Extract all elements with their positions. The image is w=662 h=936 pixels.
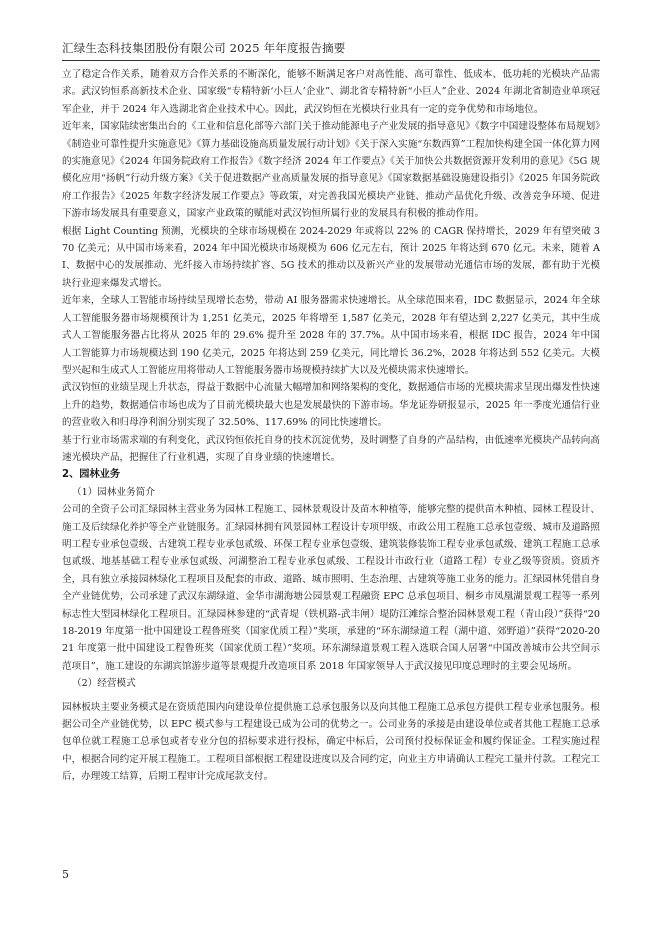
page-number: 5 bbox=[62, 868, 69, 881]
paragraph-policy: 近年来，国家陆续密集出台的《工业和信息化部等六部门关于推动能源电子产业发展的指导意见》《数字中国建设整体布局规划》《制造业可靠性提升实施意见》《算力基础设施高质量发展行动计划》《关于深入实施“东数西算”工程加快构建全国一体化算力网的实施意见》《2024 年国务院政府工作报告》《数字经济 2024 年工作要点》《关于加快公共数据资源开发利用的意见》《5G 规模化应用“扬帆”行动升级方案》《关于促进数据产业高质量发展的指导意见》《国家数据基础设施建设指引》《2025 年国务院政府工作报告》《2025 年数字经济发展工作要点》等政策，对完善我国光模块产业链、推动产品优化升级、改善竞争环境、促进下游市场发展具有重要意义，国家产业政策的赋能对武汉钧恒所属行业的发展具有积极的推动作用。 bbox=[62, 121, 600, 220]
paragraph-performance: 武汉钧恒的业绩呈现上升状态，得益于数据中心流量大幅增加和网络架构的变化，数据通信市场的光模块需求呈现出爆发性快速上升的趋势，数据通信市场也成为了目前光模块最大也是发展最快的下游市场。华龙证券研报显示，2025 年一季度光通信行业的营业收入和归母净利润分别实现了 32.50%、117.69% 的同比快速增长。 bbox=[62, 382, 600, 429]
subheading-business-intro: （1）园林业务简介 bbox=[72, 486, 155, 498]
document-body bbox=[62, 66, 600, 786]
section-heading-landscape: 2、园林业务 bbox=[62, 469, 121, 481]
paragraph-customer-relations: 立了稳定合作关系，随着双方合作关系的不断深化，能够不断满足客户对高性能、高可靠性、低成本、低功耗的光模块产品需求。武汉钧恒系高新技术企业、国家级“专精特新‘小巨人’企业”、湖北省专精特新“小巨人”企业、2024 年湖北省制造业单项冠军企业，并于 2024 年入选湖北省企业技术中心。因此，武汉钧恒在光模块行业具有一定的竞争优势和市场地位。 bbox=[62, 69, 600, 115]
paragraph-product-structure: 基于行业市场需求端的有利变化，武汉钧恒依托自身的技术沉淀优势，及时调整了自身的产品结构，由低速率光模块产品转向高速光模块产品，把握住了行业机遇，实现了自身业绩的快速增长。 bbox=[62, 434, 600, 463]
report-header: 汇绿生态科技集团股份有限公司 2025 年年度报告摘要 bbox=[62, 41, 346, 55]
header-divider bbox=[62, 60, 600, 61]
paragraph-market-forecast: 根据 Light Counting 预测，光模块的全球市场规模在 2024-2029 年或将以 22% 的 CAGR 保持增长，2029 年有望突破 370 亿美元；从中国市场来看，2024 年中国光模块市场规模为 606 亿元左右，预计 2025 年将达到 670 亿元。未来，随着 AI、数据中心的发展推动、光纤接入市场持续扩容、5G 技术的推动以及新兴产业的发展带动光通信市场的发展，都有助于光模块行业迎来爆发式增长。 bbox=[62, 225, 600, 289]
paragraph-business-model: 园林板块主要业务模式是在资质范围内向建设单位提供施工总承包服务以及向其他工程施工总承包方提供工程专业承包服务。根据公司全产业链优势，以 EPC 模式参与工程建设已成为公司的优势之一。公司业务的承接是由建设单位或者其他工程施工总承包单位就工程施工总承包或者专业分包的招标要求进行投标，确定中标后，公司预付投标保证金和履约保证金。工程实施过程中，根据合同约定开展工程施工。工程项目部根据工程建设进度以及合同约定，向业主方申请确认工程完工量并付款。工程完工后，办理竣工结算，后期工程审计完成尾款支付。 bbox=[62, 701, 600, 783]
subheading-business-model: （2）经营模式 bbox=[72, 678, 136, 690]
paragraph-landscape-business: 公司的全资子公司汇绿园林主营业务为园林工程施工、园林景观设计及苗木种植等，能够完整的提供苗木种植、园林工程设计、施工及后续绿化养护等全产业链服务。汇绿园林拥有风景园林工程设计专项甲级、市政公用工程施工总承包壹级、城市及道路照明工程专业承包壹级、古建筑工程专业承包贰级、环保工程专业承包壹级、建筑装修装饰工程专业承包贰级、建筑工程施工总承包贰级、地基基础工程专业承包贰级、河湖整治工程专业承包贰级、工程设计市政行业（道路工程）专业乙级等资质。资质齐全，具有独立承接园林绿化工程项目及配套的市政、道路、城市照明、生态治理、古建筑等施工业务的能力。汇绿园林凭借自身全产业链优势，公司承建了武汉东湖绿道、金华市湖海塘公园景观工程融资 EPC 总承包项目、桐乡市凤凰湖景观工程等一系列标志性大型园林绿化工程项目。汇绿园林参建的“武青堤（铁机路-武丰闸）堤防江滩综合整治园林景观工程（青山段）”获得“2018-2019 年度第一批中国建设工程鲁班奖（国家优质工程）”奖项，承建的“环东湖绿道工程（湖中道、郊野道）”获得“2020-2021 年度第一批中国建设工程鲁班奖（国家优质工程）”奖项。环东湖绿道景观工程入选联合国人居署“中国改善城市公共空间示范项目”，施工建设的东湖宾馆游步道等景观提升改造项目系 2018 年国家领导人于武汉接见印度总理时的主要会见场所。 bbox=[62, 504, 600, 672]
paragraph-ai-server-market: 近年来，全球人工智能市场持续呈现增长态势，带动 AI 服务器需求快速增长。从全球范围来看，IDC 数据显示，2024 年全球人工智能服务器市场规模预计为 1,251 亿美元，2025 年将增至 1,587 亿美元，2028 年有望达到 2,227 亿美元，其中生成式人工智能服务器占比将从 2025 年的 29.6% 提升至 2028 年的 37.7%。从中国市场来看，根据 IDC 报告，2024 年中国人工智能算力市场规模达到 190 亿美元，2025 年将达到 259 亿美元，同比增长 36.2%，2028 年将达到 552 亿美元。大模型兴起和生成式人工智能应用将带动人工智能服务器市场规模持续扩大以及光模块需求快速增长。 bbox=[62, 295, 600, 376]
